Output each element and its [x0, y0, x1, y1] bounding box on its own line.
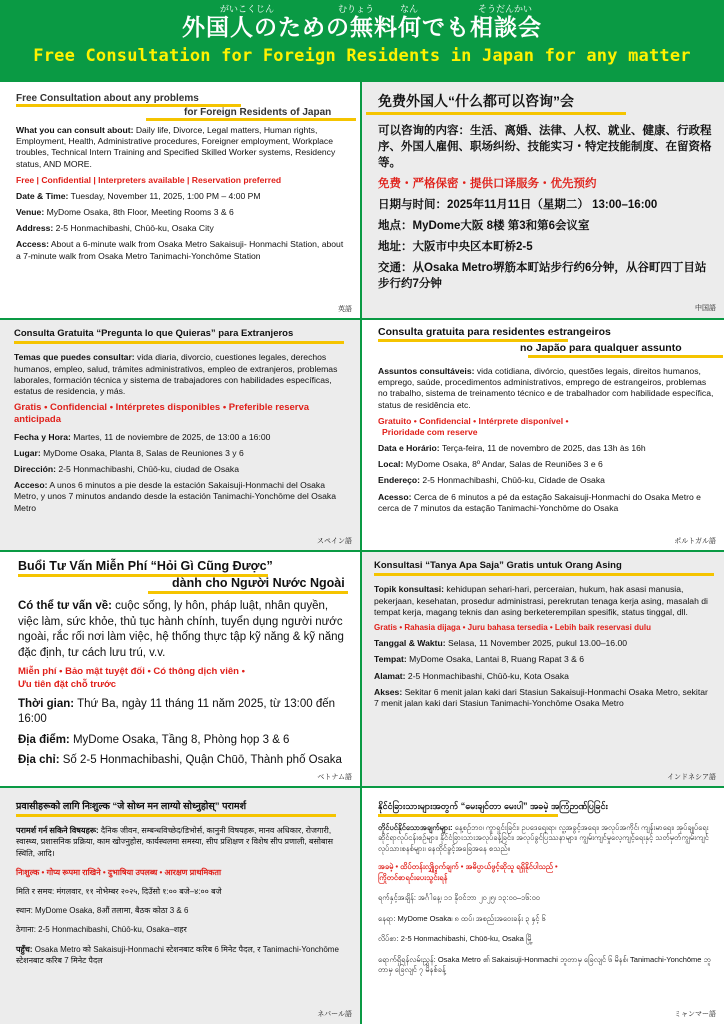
furigana: むりょう	[338, 4, 375, 14]
language-tag: インドネシア語	[667, 773, 716, 781]
date-text: Thứ Ba, ngày 11 tháng 11 năm 2025, từ 13:00 đến 16:00	[18, 697, 336, 726]
free-notice: Prioridade com reserve	[382, 426, 478, 437]
page-subtitle: Free Consultation for Foreign Residents in Japan for any matter	[33, 46, 691, 66]
title-line: for Foreign Residents of Japan	[184, 107, 332, 118]
topics-text: vida cotidiana, divórcio, questões legais, direitos humanos, emprego, saúde, procedimentos administrativos, emprego de estrangeiros, problemas no trabalho, sistema de treinamento técnico e de trabalhador com habilidade específica, status de residência etc.	[378, 366, 714, 410]
chinese-panel	[362, 82, 724, 318]
topics-text: 生活、离婚、法律、人权、就业、健康、行政程序、外国人雇佣、职场纠纷、技能实习・特定技能制度、在留资格等。	[378, 124, 712, 169]
vietnamese-panel	[0, 552, 360, 786]
access-text: About a 6-minute walk from Osaka Metro Sakaisuji- Honmachi Station, about a 7-minute walk from Osaka Metro Tanimachi-Yonchōme Station	[16, 239, 344, 261]
title-line: Consulta Gratuita “Pregunta lo que Quieras” para Extranjeros	[14, 328, 294, 339]
title-line: dành cho Người Nước Ngoài	[172, 576, 345, 590]
title-line: Konsultasi “Tanya Apa Saja” Gratis untuk Orang Asing	[374, 560, 622, 571]
nepali-panel	[0, 788, 360, 1024]
address-label: Address:	[16, 223, 54, 234]
topics-label: Assuntos consultáveis:	[378, 366, 475, 376]
access-label: Acceso:	[14, 480, 48, 491]
address-text: 地址：大阪市中央区本町桥2-5	[378, 241, 533, 254]
title-line: no Japão para qualquer assunto	[520, 342, 682, 354]
title-line: Consulta gratuita para residentes estrangeiros	[378, 326, 611, 338]
portuguese-panel	[362, 320, 724, 550]
language-tag: 英語	[338, 305, 352, 313]
venue-text: နေရာ: MyDome Osaka၊ ၈ ထပ်၊ အစည်းအဝေးခန်း ၃ နှင့် ၆	[378, 913, 546, 923]
address-label: Dirección:	[14, 464, 57, 475]
date-label: Date & Time:	[16, 190, 69, 201]
furigana: なん	[400, 4, 419, 14]
address-text: 2-5 Honmachibashi, Chūō-ku, ciudad de Osaka	[56, 464, 239, 475]
access-label: पहुँच:	[16, 944, 33, 954]
venue-label: Địa điểm:	[18, 733, 70, 746]
access-text: Sekitar 6 menit jalan kaki dari Stasiun Sakaisuji-Honmachi Osaka Metro, sekitar 7 menit jalan kaki dari Stasiun Tanimachi-Yonchōme Osaka Metro	[374, 686, 708, 708]
venue-text: स्थान: MyDome Osaka, 8औं तलामा, बैठक कोठा 3 & 6	[16, 906, 189, 916]
venue-label: Local:	[378, 459, 404, 470]
access-text: Osaka Metro को Sakaisuji-Honmachi स्टेशनबाट करिब 6 मिनेट पैदल, र Tanimachi-Yonchōme स्टेशनबाट करिब 7 मिनेट पैदल	[16, 944, 339, 965]
vietnamese-title	[18, 558, 350, 594]
english-title	[16, 92, 350, 120]
date-text: Selasa, 11 November 2025, pukul 13.00–16.00	[445, 638, 628, 649]
venue-text: MyDome Osaka, 8º Andar, Salas de Reuniões 3 e 6	[403, 459, 603, 470]
language-tag: 中国語	[695, 305, 716, 313]
date-label: Tanggal & Waktu:	[374, 638, 446, 649]
date-text: ရက်နှင့်အချိန်: အင်္ဂါနေ့၊ ၁၁ နိုဝင်ဘာ ၂၀၂၅၊ ၁၃:၀၀–၁၆:၀၀	[378, 893, 541, 903]
venue-label: Lugar:	[14, 447, 41, 458]
venue-text: MyDome Osaka, Lantai 8, Ruang Rapat 3 & 6	[406, 654, 585, 665]
address-label: Endereço:	[378, 475, 421, 486]
title-line: Buổi Tư Vấn Miễn Phí “Hỏi Gì Cũng Được”	[18, 559, 273, 573]
free-notice: ကြိုတင်စာရင်းပေးသွင်းရန်	[378, 872, 448, 882]
address-text: 2-5 Honmachibashi, Chūō-ku, Kota Osaka	[405, 670, 569, 681]
language-tag: ベトナム語	[317, 773, 352, 781]
address-text: Số 2-5 Honmachibashi, Quận Chūō, Thành phố Osaka	[59, 754, 342, 767]
access-label: Acesso:	[378, 491, 412, 502]
free-notice: Miễn phí • Bảo mật tuyệt đối • Có thông dịch viên •	[18, 666, 245, 678]
date-text: मिति र समय: मंगलवार, ११ नोभेम्बर २०२५, दिउँसो १:०० बजे–४:०० बजे	[16, 887, 222, 897]
free-notice: Ưu tiên đặt chỗ trước	[18, 678, 117, 690]
address-text: 2-5 Honmachibashi, Chūō-ku, Cidade de Osaka	[420, 475, 605, 486]
access-label: Access:	[16, 239, 49, 250]
venue-text: MyDome Osaka, Tầng 8, Phòng họp 3 & 6	[69, 733, 290, 746]
venue-label: Venue:	[16, 207, 45, 218]
date-label: Data e Horário:	[378, 443, 440, 454]
page-header	[0, 0, 724, 80]
furigana-row	[0, 0, 724, 14]
language-tag: スペイン語	[317, 537, 352, 545]
title-line: Free Consultation about any problems	[16, 93, 199, 104]
topics-label: परामर्श गर्न सकिने विषयहरू:	[16, 826, 99, 836]
indonesian-panel	[362, 552, 724, 786]
free-notice: အခမဲ့ • ထိပ်တန်းလျှို့ဝှက်ချက် • အဓိပ္ပာယ်ဖွင့်ဆိုသူ ရရှိနိုင်ပါသည် •	[378, 862, 558, 872]
address-label: Địa chỉ:	[18, 754, 60, 767]
date-text: 日期与时间：2025年11月11日（星期二） 13:00–16:00	[378, 198, 658, 211]
free-notice: Gratis • Rahasia dijaga • Juru bahasa tersedia • Lebih baik reservasi dulu	[374, 622, 651, 632]
free-notice: Free | Confidential | Interpreters available | Reservation preferred	[16, 174, 282, 185]
free-notice: निःशुल्क • गोप्य रूपमा राखिने • दुभाषिया उपलब्ध • आरक्षण प्राथमिकता	[16, 867, 222, 877]
free-notice: 免费・严格保密・提供口译服务・优先预约	[378, 177, 597, 190]
access-label: Akses:	[374, 686, 403, 697]
free-notice: Gratuito • Confidencial • Intérprete disponível •	[378, 415, 569, 426]
venue-text: 地点：MyDome大阪 8楼 第3和第6会议室	[378, 220, 590, 233]
topics-text: vida diaria, divorcio, cuestiones legales, derechos humanos, empleo, salud, trámites administrativos, empleo de extranjeros, problemas laborales, formación técnica y sistema de trabajadores con habilidades específicas, estatus de residencia, y más.	[14, 352, 338, 396]
date-label: Fecha y Hora:	[14, 431, 71, 442]
myanmar-panel	[362, 788, 724, 1024]
title-line: 免费外国人“什么都可以咨询”会	[378, 93, 574, 109]
topics-text: kehidupan sehari-hari, perceraian, hukum, hak asasi manusia, pekerjaan, kesehatan, prosedur administrasi, perekrutan tenaga kerja asing, masalah di tempat kerja, magang teknis dan asing berketerempilan spesifik, status tinggal, dll.	[374, 584, 708, 617]
topics-label: Có thể tư vấn về:	[18, 600, 112, 612]
date-text: Terça-feira, 11 de novembro de 2025, das 13h às 16h	[439, 443, 646, 454]
topics-label: 可以咨询的内容：	[378, 124, 470, 137]
topics-text: दैनिक जीवन, सम्बन्धविच्छेद/डिभोर्स, कानुनी विषयहरू, मानव अधिकार, रोजगारी, स्वास्थ्य, प्रशासनिक प्रक्रिया, काम खोज्नुहोस, कार्यस्थलमा समस्या, सीप प्रशिक्षण र विशेष सीप प्रणाली, बसोबास स्थिति, आदि।	[16, 826, 333, 858]
portuguese-title	[378, 326, 714, 358]
topics-text: နေ့စဉ်ဘဝ၊ ကွာရှင်းခြင်း၊ ဥပဒေရေးရာ၊ လူ့အခွင့်အရေး၊ အလုပ်အကိုင်၊ ကျန်းမာရေး၊ အုပ်ချုပ်ရေးဆိုင်ရာလုပ်ငန်းစဉ်များ၊ နိုင်ငံခြားသားအလုပ်ခန့်ခြင်း၊ အလုပ်ခွင်ပြဿနာများ၊ ကျွမ်းကျင်မှုလေ့ကျင့်ရေးနှင့် သတ်မှတ်ကျွမ်းကျင်လုပ်သားစနစ်များ၊ နေထိုင်ခွင့်အခြေအနေ စသည်။	[378, 822, 709, 853]
language-tag: ミャンマー語	[674, 1011, 716, 1019]
topics-label: Temas que puedes consultar:	[14, 352, 135, 363]
date-text: Tuesday, November 11, 2025, 1:00 PM – 4:00 PM	[68, 190, 261, 201]
address-label: Alamat:	[374, 670, 406, 681]
topics-label: What you can consult about:	[16, 125, 134, 135]
topics-label: Topik konsultasi:	[374, 584, 445, 595]
date-text: Martes, 11 de noviembre de 2025, de 13:00 a 16:00	[70, 431, 271, 442]
furigana: がいこくじん	[220, 4, 275, 14]
address-text: လိပ်စာ: 2-5 Honmachibashi, Chūō-ku, Osaka မြို့	[378, 934, 533, 944]
venue-text: MyDome Osaka, Planta 8, Salas de Reuniones 3 y 6	[40, 447, 244, 458]
free-notice: Gratis • Confidencial • Intérpretes disponibles • Preferible reserva anticipada	[14, 402, 310, 426]
venue-label: Tempat:	[374, 654, 407, 665]
address-text: ठेगाना: 2-5 Honmachibashi, Chūō-ku, Osaka–शहर	[16, 925, 187, 935]
language-tag: ネパール語	[317, 1011, 352, 1019]
topics-text: cuộc sống, ly hôn, pháp luật, nhân quyền, việc làm, sức khỏe, thủ tục hành chính, tuyển dụng người nước ngoài, rắc rối nơi làm việc, hệ thống thực tập kỹ năng & kỹ năng đặc định, tư cách lưu trú, v.v.	[18, 600, 344, 659]
access-text: ရောက်ရှိရန်လမ်းညွှန်: Osaka Metro ၏ Sakaisuji-Honmachi ဘူတာမှ ခြေလျင် ၆ မိနစ်၊ Tanimachi-Yonchōme ဘူတာမှ ခြေလျင် ၇ မိနစ်ခန့်	[378, 954, 711, 975]
address-text: 2-5 Honmachibashi, Chūō-ku, Osaka City	[53, 223, 214, 234]
access-text: Cerca de 6 minutos a pé da estação Sakaisuji-Honmachi do Osaka Metro e cerca de 7 minutos da estação Tanimachi-Yonchōme do Osaka	[378, 491, 701, 513]
title-line: प्रवासीहरूको लागि निःशुल्क “जे सोध्न मन लाग्यो सोध्नुहोस्” परामर्श	[16, 801, 247, 812]
spanish-panel	[0, 320, 360, 550]
date-label: Thời gian:	[18, 697, 75, 710]
topics-text: Daily life, Divorce, Legal matters, Human rights, Employment, Health, Administrative procedures, Foreigner employment, Workplace troubles, Technical Intern Training and Specified Skilled Worker systems, Residency status, AND MORE.	[16, 125, 336, 169]
access-text: A unos 6 minutos a pie desde la estación Sakaisuji-Honmachi del Osaka Metro, y unos 7 minutos andando desde la estación Tanimachi-Yonchōme del Osaka Metro	[14, 480, 336, 513]
page-title: 外国人のための無料何でも相談会	[182, 14, 542, 40]
topics-label: တိုင်ပင်နိုင်သောအချက်များ:	[378, 822, 453, 832]
access-text: 交通：从Osaka Metro堺筋本町站步行约6分钟，从谷町四丁目站步行约7分钟	[378, 262, 707, 291]
venue-text: MyDome Osaka, 8th Floor, Meeting Rooms 3 & 6	[44, 207, 234, 218]
language-tag: ポルトガル語	[674, 537, 716, 545]
english-panel	[0, 82, 360, 318]
title-line: နိုင်ငံခြားသားများအတွက် “မေးချင်တာ မေးပါ” အခမဲ့ အကြံဉာဏ်ပြခြင်း	[378, 801, 608, 811]
furigana: そうだんかい	[478, 4, 533, 14]
